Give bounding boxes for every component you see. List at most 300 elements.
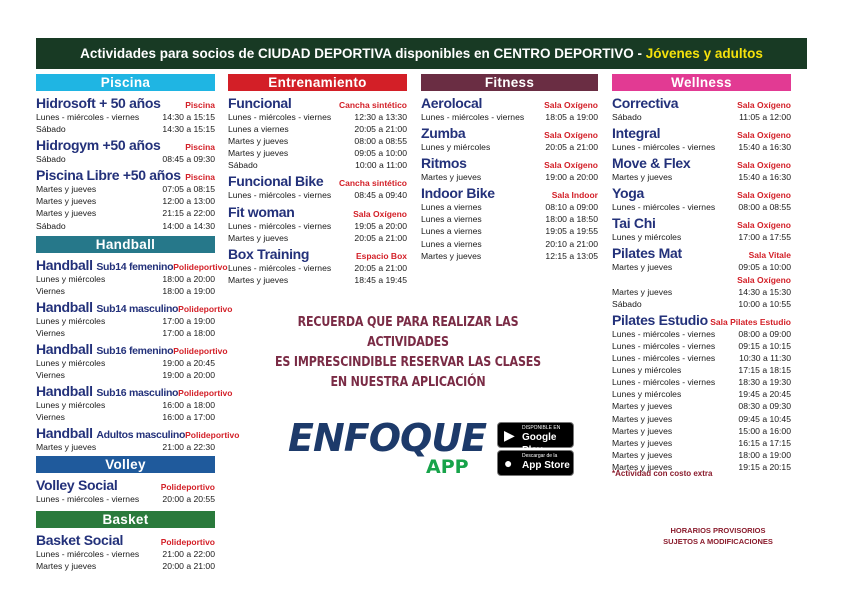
section-header-handball: Handball: [36, 236, 215, 253]
enfoque-app-logo: [288, 416, 487, 478]
schedule-row: [612, 425, 791, 437]
activity-block: [612, 155, 791, 183]
activity-location: Sala Oxígeno: [737, 190, 791, 201]
activity-header: [228, 204, 407, 220]
schedule-day: Martes y jueves: [612, 437, 673, 448]
activity-block: [421, 185, 598, 261]
schedule-day: Lunes - miércoles - viernes: [36, 112, 140, 122]
activity-title: Zumba: [421, 125, 466, 142]
schedule-day: Lunes a viernes: [421, 214, 482, 225]
schedule-time: 21:15 a 22:00: [162, 208, 215, 219]
activity-block: [36, 425, 240, 453]
notice-line-2: ES IMPRESCINDIBLE RESERVAR LAS CLASES: [275, 354, 541, 370]
activity-header: [36, 95, 215, 111]
schedule-row: [228, 220, 407, 232]
schedule-row: [612, 376, 791, 388]
activity-header: [421, 155, 598, 171]
schedule-day: Lunes - miércoles - viernes: [228, 220, 332, 231]
activity-title: Move & Flex: [612, 155, 691, 172]
activity-header: [36, 298, 233, 315]
activity-title: Funcional Bike: [228, 173, 324, 190]
schedule-time: 21:00 a 22:30: [162, 442, 215, 453]
activity-block: [612, 185, 791, 213]
schedule-day: Martes y jueves: [36, 196, 97, 207]
activity-header: [36, 383, 233, 400]
schedule-day: Lunes - miércoles - viernes: [612, 202, 716, 213]
header-banner: [36, 38, 807, 69]
schedule-row: [421, 141, 598, 153]
schedule-day: Martes y jueves: [36, 208, 97, 219]
schedule-day: Sábado: [228, 160, 258, 171]
schedule-time: 14:30 a 15:15: [162, 112, 215, 122]
schedule-day: Lunes - miércoles - viernes: [612, 328, 716, 339]
schedule-day: Lunes - miércoles - viernes: [421, 112, 525, 122]
column-wellness: [612, 74, 791, 475]
activity-title: Box Training: [228, 245, 310, 262]
activity-name: [228, 204, 295, 220]
activity-header: [36, 137, 215, 153]
activity-block: [36, 167, 215, 231]
activity-location: Sala Oxígeno: [737, 130, 791, 141]
activity-name: [36, 477, 117, 493]
schedule-time: 07:05 a 08:15: [162, 184, 215, 195]
activity-location: Polideportivo: [185, 430, 240, 441]
schedule-row: [36, 560, 215, 572]
activity-header: [612, 215, 791, 231]
activity-title: Funcional: [228, 95, 292, 111]
schedule-time: 12:15 a 13:05: [545, 250, 598, 261]
activity-block: [36, 477, 215, 505]
schedule-day: Lunes a viernes: [228, 124, 289, 135]
schedule-time: 14:30 a 15:15: [162, 124, 215, 135]
schedule-row: [421, 225, 598, 237]
schedule-time: 19:05 a 20:00: [354, 220, 407, 231]
activity-block: [228, 95, 407, 171]
activity-location: Polideportivo: [160, 536, 215, 547]
schedule-row: [612, 388, 791, 400]
schedule-time: 18:05 a 19:00: [545, 112, 598, 122]
activity-location: Polideportivo: [173, 261, 228, 272]
schedule-day: Viernes: [36, 412, 65, 423]
schedule-day: Martes y jueves: [612, 401, 673, 412]
schedule-day: Martes y jueves: [228, 274, 289, 285]
schedule-day: Lunes y miércoles: [36, 273, 106, 284]
schedule-day: Sábado: [612, 298, 642, 309]
logo-app-label: APP: [426, 456, 469, 478]
schedule-time: 08:45 a 09:30: [162, 154, 215, 165]
activity-block: [421, 125, 598, 153]
schedule-row: [228, 274, 407, 286]
activity-name: [228, 173, 323, 189]
schedule-row: [36, 327, 215, 339]
schedule-time: 20:05 a 21:00: [545, 142, 598, 153]
activity-title: Hidrosoft + 50 años: [36, 95, 161, 111]
activity-block: [228, 246, 407, 286]
activity-block: [421, 155, 598, 183]
schedule-time: 20:00 a 20:55: [162, 493, 215, 504]
schedule-time: 16:00 a 18:00: [162, 400, 215, 411]
schedule-day: Martes y jueves: [228, 232, 289, 243]
schedule-row: [421, 111, 598, 123]
activity-header: [36, 256, 228, 273]
google-play-icon: ▶: [504, 427, 515, 443]
activity-header: [612, 95, 791, 111]
schedule-row: [36, 411, 215, 423]
activity-location: Sala Oxígeno: [544, 100, 598, 110]
activity-name: [421, 155, 467, 171]
schedule-row: [612, 298, 791, 310]
activity-location: Sala Pilates Estudio: [710, 316, 791, 327]
activity-location: Polideportivo: [178, 303, 233, 314]
activity-name: [36, 425, 185, 441]
section-header-piscina: Piscina: [36, 74, 215, 91]
schedule-row: [421, 213, 598, 225]
schedule-day: Lunes - miércoles - viernes: [228, 190, 332, 201]
activity-name: [612, 125, 660, 141]
schedule-row: [36, 195, 215, 207]
schedule-row: [36, 153, 215, 165]
google-play-small-label: DISPONIBLE EN: [522, 425, 561, 431]
schedule-time: 09:15 a 10:15: [738, 340, 791, 351]
app-store-button[interactable]: [497, 450, 574, 476]
schedule-time: 08:30 a 09:30: [738, 401, 791, 412]
schedule-time: 08:45 a 09:40: [354, 190, 407, 201]
activity-name: [36, 299, 178, 315]
activity-title: Handball: [36, 341, 93, 358]
google-play-button[interactable]: [497, 422, 574, 448]
activity-title: Handball: [36, 298, 93, 315]
schedule-time: 19:15 a 20:15: [738, 461, 791, 472]
schedule-row: [228, 147, 407, 159]
activity-block: [36, 256, 228, 297]
schedule-row: [612, 328, 791, 340]
section-header-fitness: Fitness: [421, 74, 598, 91]
activity-location: Cancha sintético: [338, 100, 407, 110]
activity-name: [612, 185, 644, 201]
activity-header: [36, 532, 215, 548]
activity-name: [421, 95, 482, 111]
activity-block: [36, 383, 233, 423]
schedule-day: Lunes y miércoles: [421, 142, 491, 153]
activity-name: [36, 137, 160, 153]
activity-block: [612, 125, 791, 153]
activity-title: Handball: [36, 383, 93, 400]
schedule-row: [36, 548, 215, 560]
activity-name: [612, 155, 690, 171]
schedule-row: [36, 399, 215, 411]
activity-title: Basket Social: [36, 531, 124, 548]
activity-title: Yoga: [612, 185, 644, 202]
activity-title: Aerolocal: [421, 95, 483, 111]
schedule-row: [36, 285, 215, 297]
schedule-day: Lunes - miércoles - viernes: [36, 493, 140, 504]
schedule-day: Martes y jueves: [612, 425, 673, 436]
schedule-time: 18:00 a 18:50: [545, 214, 598, 225]
schedule-time: 18:00 a 19:00: [738, 449, 791, 460]
activity-subtitle: Adultos masculino: [96, 429, 186, 442]
schedule-day: Sábado: [612, 112, 642, 122]
schedule-row: [421, 250, 598, 262]
activity-name: [612, 95, 678, 111]
activity-title: Correctiva: [612, 95, 679, 111]
activity-header: [36, 341, 228, 358]
column-aquatic-sports: [36, 74, 240, 574]
activity-subtitle: Sub16 femenino: [96, 345, 174, 358]
schedule-day: Martes y jueves: [612, 449, 673, 460]
schedule-row: [228, 159, 407, 171]
schedule-time: 18:45 a 19:45: [354, 274, 407, 285]
schedule-day: Lunes a viernes: [421, 238, 482, 249]
schedule-day: Martes y jueves: [36, 184, 97, 195]
schedule-time: 18:30 a 19:30: [738, 377, 791, 388]
schedule-day: Martes y jueves: [421, 250, 482, 261]
schedule-time: 19:00 a 20:00: [162, 370, 215, 381]
schedule-row: [36, 220, 215, 232]
activity-header: [612, 155, 791, 171]
schedule-time: 20:00 a 21:00: [162, 560, 215, 571]
schedule-row: [612, 449, 791, 461]
activity-location: Piscina: [185, 172, 215, 183]
activity-location: Sala Oxígeno: [544, 130, 598, 141]
activity-location: Sala Oxígeno: [737, 220, 791, 231]
schedule-row: [36, 493, 215, 505]
activity-header: [421, 185, 598, 201]
section-header-volley: Volley: [36, 456, 215, 473]
activity-title: Pilates Estudio: [612, 311, 708, 328]
schedule-day: Martes y jueves: [612, 172, 673, 183]
section-header-entrenamiento: Entrenamiento: [228, 74, 407, 91]
activity-location: Polideportivo: [160, 481, 215, 492]
schedule-row: [228, 189, 407, 201]
schedule-day: Lunes - miércoles - viernes: [612, 353, 716, 364]
activity-header: [36, 425, 240, 442]
activity-title: Pilates Mat: [612, 245, 682, 262]
activity-location: Cancha sintético: [338, 178, 407, 189]
schedule-row: [612, 413, 791, 425]
schedule-time: 18:00 a 20:00: [162, 273, 215, 284]
schedule-time: 20:05 a 21:00: [354, 262, 407, 273]
notice-line-3: EN NUESTRA APLICACIÓN: [330, 374, 486, 390]
schedule-time: 19:00 a 20:00: [545, 172, 598, 183]
schedule-row: [36, 111, 215, 123]
schedule-day: Viernes: [36, 327, 65, 338]
schedule-day: Sábado: [36, 124, 66, 135]
schedule-row: [36, 441, 215, 453]
activity-location: Sala Oxígeno: [737, 160, 791, 171]
activity-name: [36, 383, 178, 399]
schedule-row: [36, 357, 215, 369]
activity-subtitle: Sub14 femenino: [96, 260, 174, 273]
schedule-row: [612, 231, 791, 243]
activity-block: [36, 95, 215, 135]
schedule-day: Sábado: [36, 220, 66, 231]
schedule-time: 09:05 a 10:00: [354, 148, 407, 159]
notice-line-1: RECUERDA QUE PARA REALIZAR LAS ACTIVIDADES: [297, 314, 519, 350]
schedule-row: [612, 400, 791, 412]
section-header-wellness: Wellness: [612, 74, 791, 91]
activity-block: [228, 173, 407, 201]
schedule-row: [612, 141, 791, 153]
apple-icon: ●: [504, 455, 513, 471]
schedule-day: Lunes a viernes: [421, 226, 482, 237]
activity-block: [228, 204, 407, 244]
schedule-day: Martes y jueves: [612, 413, 673, 424]
schedule-time: 16:00 a 17:00: [162, 412, 215, 423]
schedule-time: 12:30 a 13:30: [354, 112, 407, 122]
schedule-day: Martes y jueves: [228, 136, 289, 147]
schedule-day: Martes y jueves: [228, 148, 289, 159]
schedule-time: 09:45 a 10:45: [738, 413, 791, 424]
schedule-row: [612, 352, 791, 364]
activity-block: [612, 312, 791, 473]
schedule-row: [228, 135, 407, 147]
activity-title: Piscina Libre +50 años: [36, 167, 181, 184]
schedule-time: 19:05 a 19:55: [545, 226, 598, 237]
schedule-day: Martes y jueves: [612, 262, 673, 273]
app-store-label: App Store: [522, 460, 570, 471]
activity-block: [612, 95, 791, 123]
schedule-time: 17:15 a 18:15: [738, 365, 791, 376]
schedule-row: [612, 171, 791, 183]
schedule-row: [612, 286, 791, 298]
schedule-day: Viernes: [36, 370, 65, 381]
schedule-row: [36, 123, 215, 135]
schedule-row: [612, 364, 791, 376]
schedule-time: 08:10 a 09:00: [545, 202, 598, 213]
activity-name: [421, 125, 465, 141]
schedule-time: 18:00 a 19:00: [162, 285, 215, 296]
activity-header: [228, 246, 407, 262]
activity-location: Polideportivo: [173, 346, 228, 357]
activity-name: [612, 245, 682, 261]
schedule-time: 08:00 a 09:00: [738, 328, 791, 339]
activity-name: [421, 185, 495, 201]
provisional-line-1: HORARIOS PROVISORIOS: [670, 526, 766, 535]
schedule-day: Lunes y miércoles: [612, 365, 682, 376]
activity-location: Sala Vitale: [748, 250, 791, 261]
schedule-time: 10:00 a 11:00: [355, 160, 407, 171]
activity-name: [36, 167, 181, 183]
schedule-time: 20:05 a 21:00: [354, 124, 407, 135]
activity-title: Hidrogym +50 años: [36, 137, 161, 154]
activity-name: [612, 312, 708, 328]
activity-title: Handball: [36, 256, 93, 273]
header-title: Actividades para socios de CIUDAD DEPORTIVA disponibles en CENTRO DEPORTIVO -: [80, 46, 646, 61]
schedule-day: Lunes - miércoles - viernes: [228, 112, 332, 122]
activity-location: Piscina: [185, 142, 215, 153]
schedule-row: [421, 201, 598, 213]
activity-location: Sala Oxígeno: [544, 160, 598, 171]
activity-block: [421, 95, 598, 123]
schedule-row: [36, 315, 215, 327]
schedule-day: Martes y jueves: [612, 286, 673, 297]
activity-location: Polideportivo: [178, 388, 233, 399]
activity-name: [36, 95, 161, 111]
schedule-time: 17:00 a 17:55: [738, 232, 791, 243]
provisional-schedule-note: [648, 525, 788, 547]
app-store-small-label: Descargar de la: [522, 453, 558, 459]
schedule-time: 09:05 a 10:00: [738, 262, 791, 273]
logo-wordmark: ENFOQUE: [288, 416, 487, 460]
activity-block: [36, 532, 215, 572]
column-entrenamiento: [228, 74, 407, 288]
activity-block: [612, 245, 791, 309]
activity-name: [36, 257, 173, 273]
activity-header: [421, 125, 598, 141]
reservation-notice: [260, 312, 555, 392]
activity-location: Piscina: [185, 100, 215, 110]
activity-location: Espacio Box: [355, 250, 407, 261]
schedule-time: 12:00 a 13:00: [162, 196, 215, 207]
activity-header: [421, 95, 598, 111]
schedule-row: [36, 207, 215, 219]
activity-title: Ritmos: [421, 155, 467, 172]
schedule-day: Lunes a viernes: [421, 202, 482, 213]
activity-header: [36, 477, 215, 493]
schedule-time: 14:30 a 15:30: [738, 286, 791, 297]
activity-title: Tai Chi: [612, 215, 656, 232]
activity-title: Indoor Bike: [421, 185, 495, 202]
schedule-day: Lunes y miércoles: [36, 358, 106, 369]
schedule-day: Martes y jueves: [421, 172, 482, 183]
schedule-day: Lunes - miércoles - viernes: [612, 340, 716, 351]
activity-header: [612, 312, 791, 328]
activity-title: Handball: [36, 425, 93, 442]
schedule-time: 10:00 a 10:55: [738, 298, 791, 309]
schedule-row: [612, 201, 791, 213]
schedule-day: Lunes - miércoles - viernes: [612, 142, 716, 153]
schedule-row: [612, 437, 791, 449]
schedule-time: 15:40 a 16:30: [738, 172, 791, 183]
schedule-day: Lunes - miércoles - viernes: [36, 548, 140, 559]
activity-name: [228, 95, 291, 111]
activity-title: Integral: [612, 125, 661, 142]
schedule-row: [612, 340, 791, 352]
schedule-row: [421, 171, 598, 183]
activity-title: Volley Social: [36, 476, 118, 493]
schedule-row: [421, 238, 598, 250]
schedule-day: Martes y jueves: [612, 461, 673, 472]
schedule-day: Lunes y miércoles: [36, 400, 106, 411]
activity-name: [36, 532, 123, 548]
schedule-day: Lunes - miércoles - viernes: [612, 377, 716, 388]
schedule-row: [228, 111, 407, 123]
schedule-row: [228, 232, 407, 244]
activity-location-secondary: Sala Oxígeno: [737, 274, 791, 285]
schedule-time: 10:30 a 11:30: [739, 353, 791, 364]
schedule-day: Lunes y miércoles: [36, 315, 106, 326]
schedule-row: [228, 262, 407, 274]
activity-header: [612, 125, 791, 141]
schedule-time: 19:45 a 20:45: [738, 389, 791, 400]
activity-header: [228, 173, 407, 189]
column-fitness: [421, 74, 598, 264]
schedule-time: 17:00 a 19:00: [162, 315, 215, 326]
schedule-time: 21:00 a 22:00: [162, 548, 215, 559]
schedule-time: 17:00 a 18:00: [162, 327, 215, 338]
schedule-time: 20:10 a 21:00: [545, 238, 598, 249]
activity-block: [36, 298, 233, 339]
activity-header: [612, 185, 791, 201]
schedule-time: 15:40 a 16:30: [738, 142, 791, 153]
schedule-day: Sábado: [36, 154, 66, 165]
schedule-day: Martes y jueves: [36, 442, 97, 453]
schedule-day: Lunes y miércoles: [612, 232, 682, 243]
extra-cost-footnote: *Actividad con costo extra: [612, 469, 713, 478]
schedule-time: 14:00 a 14:30: [162, 220, 215, 231]
google-play-label: Google: [522, 432, 557, 443]
schedule-row: [36, 369, 215, 381]
